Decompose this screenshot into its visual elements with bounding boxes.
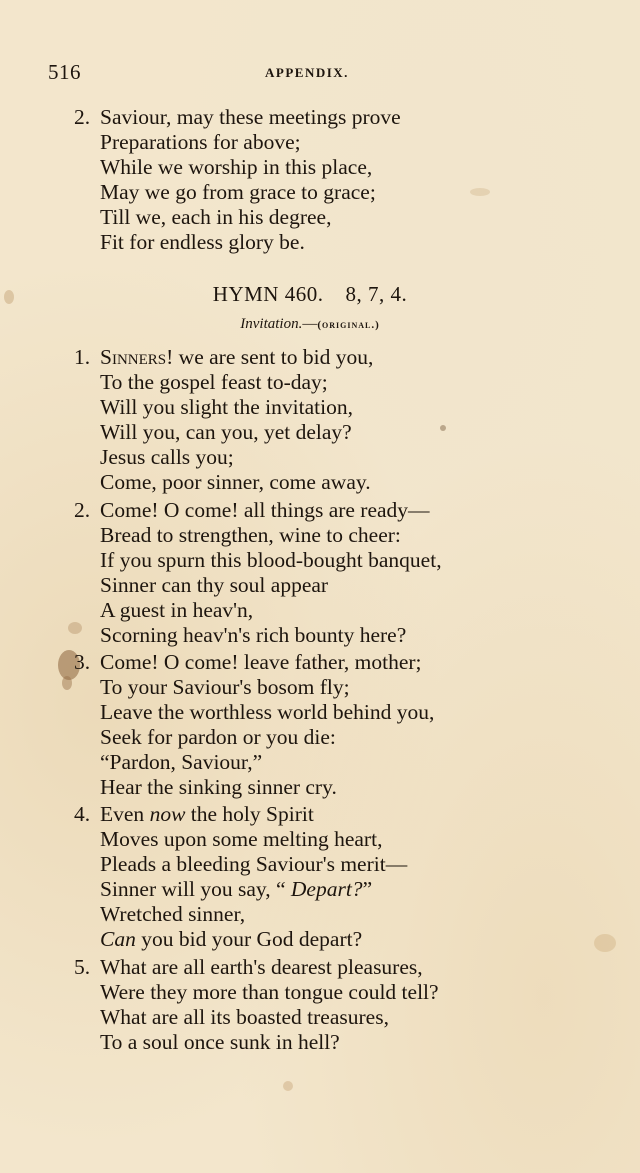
- verse-line: Preparations for above;: [100, 130, 301, 154]
- foxing-spot: [62, 676, 72, 690]
- stanza-number: 4.: [74, 802, 91, 826]
- verse-line: Will you slight the invitation,: [100, 395, 353, 419]
- verse-line: A guest in heav'n,: [100, 598, 254, 622]
- prev-hymn-stanza-2: [74, 105, 554, 255]
- verse-line: Till we, each in his degree,: [100, 205, 332, 229]
- hymn-stanza-1: [74, 345, 554, 495]
- hymn-meter: 8, 7, 4.: [345, 282, 408, 306]
- verse-line: If you spurn this blood-bought banquet,: [100, 548, 442, 572]
- verse-line: Moves upon some melting heart,: [100, 827, 383, 851]
- foxing-spot: [594, 934, 616, 952]
- verse-line: 1. Sinners! we are sent to bid you,: [74, 345, 374, 369]
- verse-line: Fit for endless glory be.: [100, 230, 305, 254]
- running-head: APPENDIX.: [265, 65, 349, 80]
- verse-line: Were they more than tongue could tell?: [100, 980, 439, 1004]
- verse-line: Come, poor sinner, come away.: [100, 470, 371, 494]
- verse-line: Sinner will you say, “ Depart?”: [100, 877, 373, 901]
- hymn-number: HYMN 460.: [212, 282, 324, 306]
- verse-line: Can you bid your God depart?: [100, 927, 363, 951]
- emphasis: Can: [100, 927, 136, 951]
- verse-line: Leave the worthless world behind you,: [100, 700, 435, 724]
- verse-line: 2. Saviour, may these meetings prove: [74, 105, 401, 129]
- hymn-stanza-3: [74, 650, 554, 800]
- verse-line: Jesus calls you;: [100, 445, 234, 469]
- verse-line: 2. Come! O come! all things are ready—: [74, 498, 430, 522]
- hymn-subtitle: [0, 316, 620, 333]
- verse-line: Bread to strengthen, wine to cheer:: [100, 523, 401, 547]
- verse-line: To your Saviour's bosom fly;: [100, 675, 350, 699]
- verse-line: 3. Come! O come! leave father, mother;: [74, 650, 422, 674]
- hymn-stanza-5: [74, 955, 554, 1055]
- stanza-number: 3.: [74, 650, 91, 674]
- hymn-topic: Invitation.: [240, 316, 303, 332]
- hymn-source: (original.): [317, 319, 380, 331]
- first-word: Sinners: [100, 345, 167, 369]
- verse-line: “Pardon, Saviour,”: [100, 750, 263, 774]
- verse-line: Pleads a bleeding Saviour's merit—: [100, 852, 408, 876]
- verse-line: Scorning heav'n's rich bounty here?: [100, 623, 407, 647]
- verse-line: 5. What are all earth's dearest pleasures,: [74, 955, 423, 979]
- hymn-stanza-4: [74, 802, 554, 952]
- verse-line: To the gospel feast to-day;: [100, 370, 328, 394]
- stanza-number: 5.: [74, 955, 91, 979]
- page-number: 516: [48, 60, 81, 84]
- stanza-number: 1.: [74, 345, 91, 369]
- verse-line: Will you, can you, yet delay?: [100, 420, 352, 444]
- verse-line: To a soul once sunk in hell?: [100, 1030, 340, 1054]
- stanza-number: 2.: [74, 498, 91, 522]
- verse-line: May we go from grace to grace;: [100, 180, 376, 204]
- verse-line: Seek for pardon or you die:: [100, 725, 336, 749]
- hymn-stanza-2: [74, 498, 554, 648]
- stanza-number: 2.: [74, 105, 91, 129]
- verse-line: Wretched sinner,: [100, 902, 246, 926]
- verse-line: Sinner can thy soul appear: [100, 573, 329, 597]
- emphasis: now: [149, 802, 186, 826]
- verse-line: 4. Even now the holy Spirit: [74, 802, 314, 826]
- foxing-spot: [283, 1081, 293, 1091]
- verse-line: While we worship in this place,: [100, 155, 373, 179]
- verse-line: Hear the sinking sinner cry.: [100, 775, 337, 799]
- verse-line: What are all its boasted treasures,: [100, 1005, 389, 1029]
- hymn-title: [0, 282, 620, 307]
- subtitle-dash: —: [302, 316, 318, 332]
- emphasis: Depart?: [290, 877, 363, 901]
- page-header: [48, 60, 508, 90]
